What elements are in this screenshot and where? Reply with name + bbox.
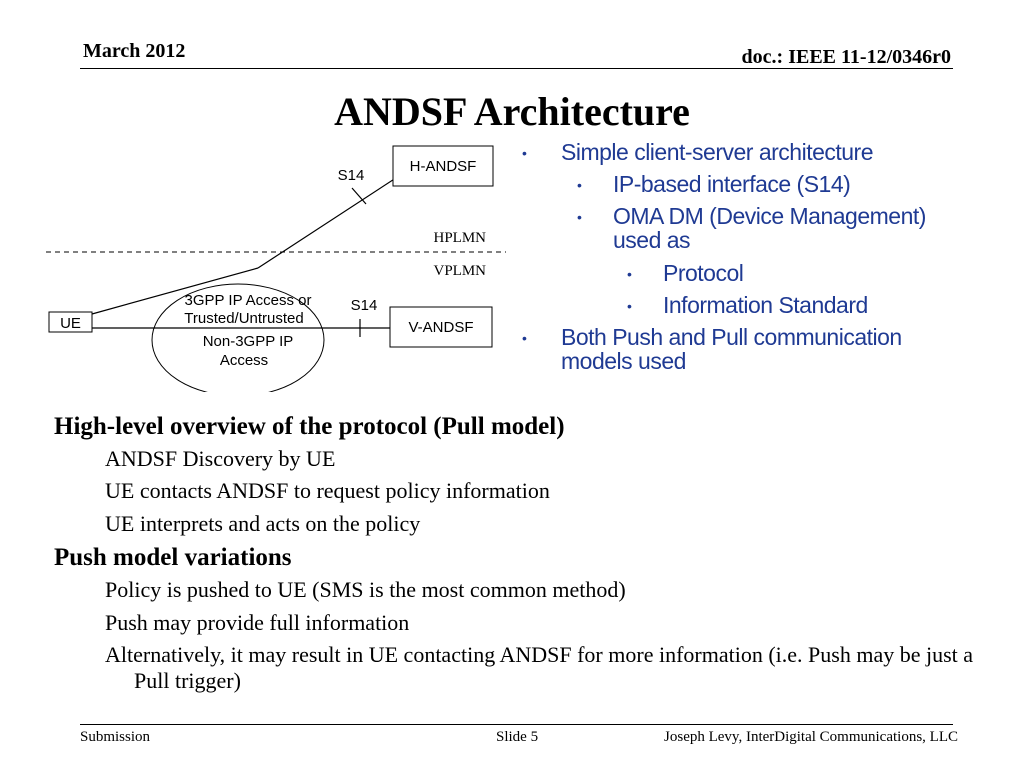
push-model-item: Push may provide full information (105, 609, 410, 635)
footer-submission: Submission (80, 729, 151, 745)
bullet-item (520, 172, 960, 196)
access-label-line-4: Access (219, 352, 269, 369)
protocol-overview (54, 410, 974, 701)
bullet-text: Information Standard (663, 291, 868, 318)
access-label-line-3: Non-3GPP IP (202, 333, 294, 350)
bullet-text: OMA DM (Device Management) used as (613, 203, 926, 254)
h-andsf-label: H-ANDSF (409, 158, 477, 175)
bullet-dot-icon: • (577, 209, 582, 226)
hplmn-label: HPLMN (433, 230, 486, 246)
bullet-item (520, 204, 960, 252)
footer-author: Joseph Levy, InterDigital Communications, LLC (664, 729, 958, 745)
architecture-diagram (46, 142, 506, 392)
bullet-text: Simple client-server architecture (561, 139, 874, 165)
pull-model-item: UE interprets and acts on the policy (105, 510, 421, 536)
vplmn-label: VPLMN (433, 263, 486, 279)
bullet-item (520, 325, 960, 373)
s14-home-link (258, 174, 402, 268)
bullet-text: Protocol (663, 259, 744, 286)
bullet-dot-icon: • (627, 297, 632, 314)
header-date: March 2012 (83, 40, 186, 62)
push-model-heading: Push model variations (54, 544, 292, 572)
s14-visited-label: S14 (350, 297, 378, 314)
header-doc-id: doc.: IEEE 11-12/0346r0 (741, 46, 951, 68)
ue-label: UE (60, 315, 81, 332)
bullet-item (520, 261, 960, 285)
pull-model-heading: High-level overview of the protocol (Pull model) (54, 413, 565, 440)
v-andsf-label: V-ANDSF (408, 319, 474, 336)
access-label-line-2: Trusted/Untrusted (184, 310, 304, 327)
bullet-dot-icon: • (627, 265, 632, 282)
bullet-text: IP-based interface (S14) (613, 171, 851, 198)
pull-model-item: ANDSF Discovery by UE (105, 446, 336, 471)
bullet-dot-icon: • (522, 329, 527, 346)
bullet-dot-icon: • (577, 177, 582, 194)
pull-model-item: UE contacts ANDSF to request policy information (105, 478, 550, 504)
bullet-dot-icon: • (522, 145, 527, 161)
footer-divider (80, 724, 953, 725)
push-model-item: Alternatively, it may result in UE contacting ANDSF for more information (i.e. Push may be just a Pull trigger) (105, 641, 974, 694)
push-model-item: Policy is pushed to UE (SMS is the most common method) (105, 577, 626, 603)
footer-slide-number: Slide 5 (496, 729, 539, 745)
bullet-text: Both Push and Pull communication models used (561, 323, 902, 374)
s14-home-label: S14 (337, 167, 365, 184)
slide-title: ANDSF Architecture (334, 89, 690, 134)
architecture-bullets (520, 140, 960, 381)
bullet-item (520, 140, 960, 164)
access-label-line-1: 3GPP IP Access or (184, 292, 312, 309)
header-divider (80, 68, 953, 69)
bullet-item (520, 293, 960, 317)
